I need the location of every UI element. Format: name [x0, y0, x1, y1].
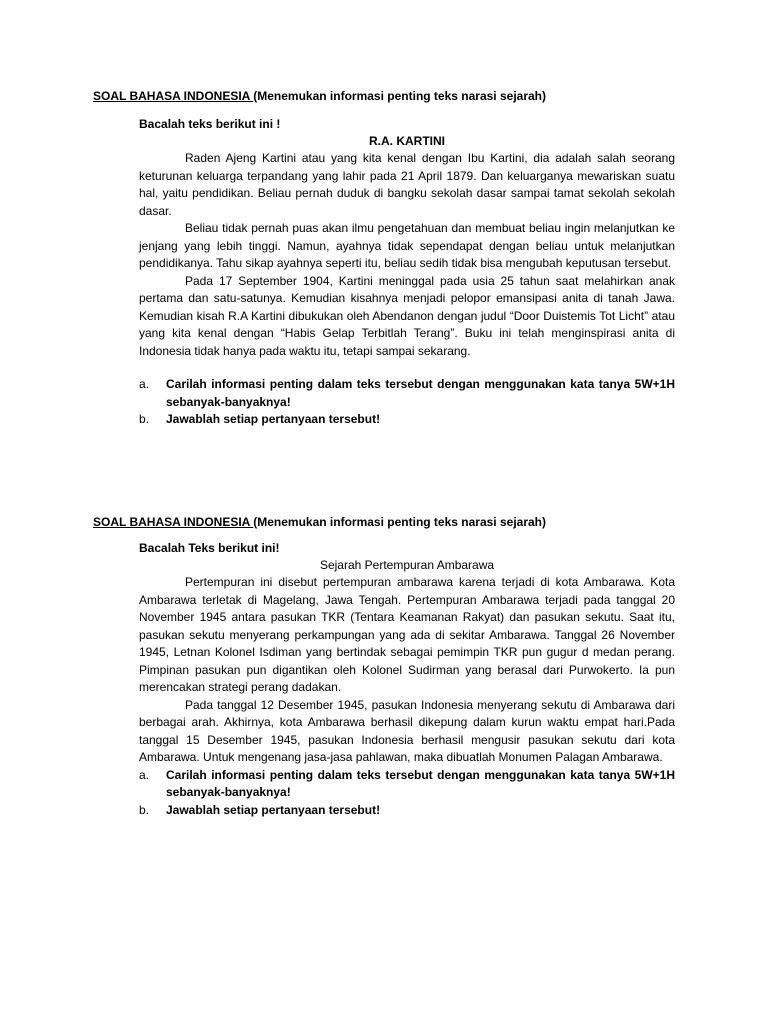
task-list: [139, 767, 675, 820]
task-item: [139, 802, 675, 820]
task-marker: a.: [139, 767, 150, 782]
task-item: [139, 376, 675, 411]
exercise-section-kartini: [93, 88, 675, 429]
task-list: [139, 376, 675, 429]
passage-paragraph: Pertempuran ini disebut pertempuran ambarawa karena terjadi di kota Ambarawa. Kota Ambarawa terletak di Magelang, Jawa Tengah. Pertempuran Ambarawa terjadi pada tanggal 20 November 1945 antara pasukan TKR (Tentara Keamanan Rakyat) dan pasukan sekutu. Saat itu, pasukan sekutu menyerang perkampungan yang ada di sekitar Ambarawa. Tanggal 26 November 1945, Letnan Kolonel Isdiman yang bertindak sebagai pemimpin TKR pun gugur d medan perang. Pimpinan pasukan pun digantikan oleh Kolonel Sudirman yang berasal dari Purwokerto. Ia pun merencakan strategi perang dadakan.: [139, 575, 675, 694]
task-marker: b.: [139, 412, 150, 426]
passage-paragraph: Pada tanggal 12 Desember 1945, pasukan Indonesia menyerang sekutu di Ambarawa dari berbagai arah. Akhirnya, kota Ambarawa berhasil dikepung dalam kurun waktu empat hari.Pada tanggal 15 Desember 1945, pasukan Indonesia berhasil mengusir pasukan sekutu dari kota Ambarawa. Untuk mengenang jasa-jasa pahlawan, maka dibuatlah Monumen Palagan Ambarawa.: [139, 697, 675, 764]
task-marker: b.: [139, 802, 150, 817]
passage-paragraph: Beliau tidak pernah puas akan ilmu pengetahuan dan membuat beliau ingin melanjutkan ke jenjang yang lebih tinggi. Namun, ayahnya tidak sependapat dengan beliau untuk melanjutkan pendidikanya. Tahu sikap ayahnya seperti itu, beliau sedih tidak bisa mengubah keputusan tersebut.: [139, 221, 675, 270]
reading-instruction: Bacalah Teks berikut ini!: [139, 541, 280, 555]
task-item: [139, 767, 675, 802]
heading-subject: SOAL BAHASA INDONESIA: [93, 515, 254, 529]
task-text: Jawablah setiap pertanyaan tersebut!: [166, 412, 381, 426]
exercise-heading: [93, 514, 675, 530]
passage-paragraph: Pada 17 September 1904, Kartini meninggal pada usia 25 tahun saat melahirkan anak pertama dan satu-satunya. Kemudian kisahnya menjadi pelopor emansipasi anita di tanah Jawa. Kemudian kisah R.A Kartini dibukukan oleh Abendanon dengan judul “Door Duistemis Tot Licht” atau yang kita kenal dengan “Habis Gelap Terbitlah Terang”. Buku ini telah menginspirasi anita di Indonesia tidak hanya pada waktu itu, tetapi sampai sekarang.: [139, 273, 675, 358]
passage-paragraph: Raden Ajeng Kartini atau yang kita kenal dengan Ibu Kartini, dia adalah salah seorang keturunan keluarga terpandang yang lahir pada 21 April 1879. Dan keluarganya mewariskan suatu hal, yaitu pendidikan. Beliau pernah duduk di bangku sekolah dasar sampai tamat sekolah sekolah dasar.: [139, 151, 675, 218]
reading-instruction: Bacalah teks berikut ini !: [139, 117, 281, 131]
task-item: [139, 411, 675, 429]
passage-title: R.A. KARTINI: [369, 134, 445, 148]
exercise-heading: [93, 88, 675, 104]
exercise-section-ambarawa: [93, 514, 675, 819]
heading-topic: (Menemukan informasi penting teks narasi sejarah): [253, 515, 547, 529]
passage-title: Sejarah Pertempuran Ambarawa: [319, 558, 495, 572]
heading-topic: (Menemukan informasi penting teks narasi sejarah): [253, 89, 547, 103]
task-text: Jawablah setiap pertanyaan tersebut!: [166, 802, 381, 817]
heading-subject: SOAL BAHASA INDONESIA: [93, 89, 254, 103]
task-marker: a.: [139, 377, 150, 391]
task-text: Carilah informasi penting dalam teks tersebut dengan menggunakan kata tanya 5W+1H sebanyak-banyaknya!: [166, 767, 675, 799]
exercise-body: [139, 540, 675, 767]
exercise-body: [139, 116, 675, 360]
task-text: Carilah informasi penting dalam teks tersebut dengan menggunakan kata tanya 5W+1H sebanyak-banyaknya!: [166, 377, 675, 409]
